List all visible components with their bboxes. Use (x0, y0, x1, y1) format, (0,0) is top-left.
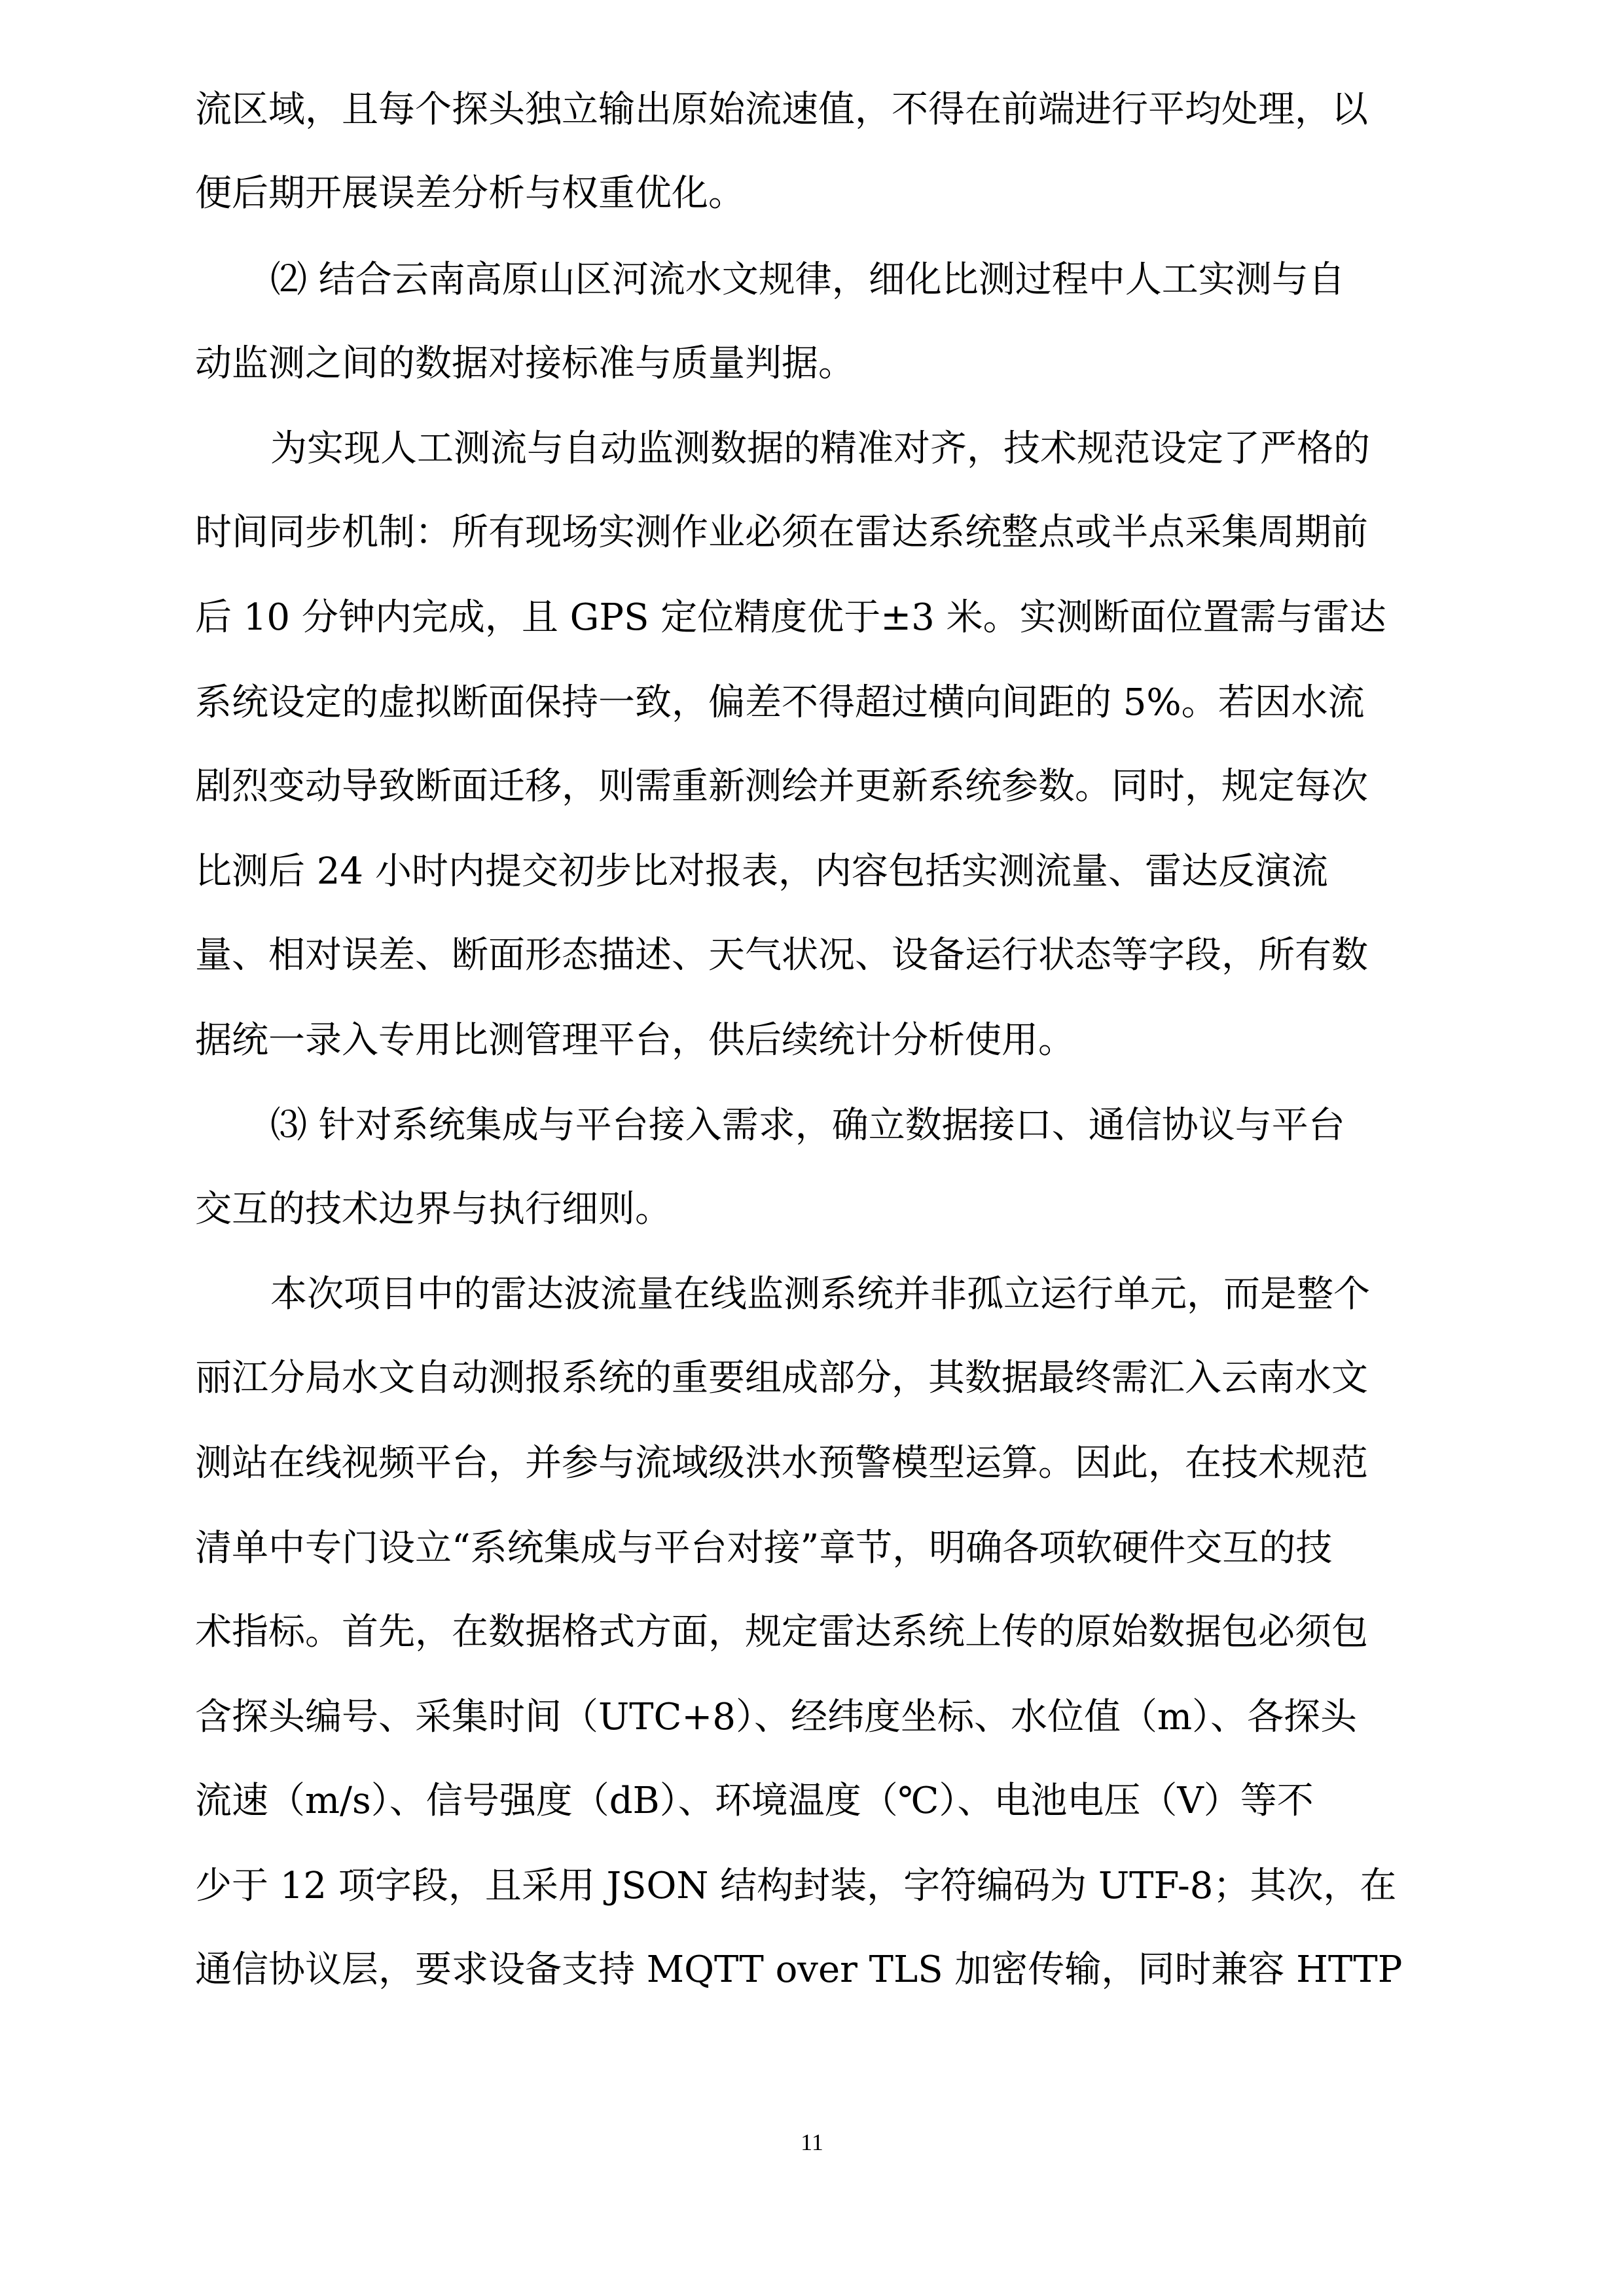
text-line: 流区域，且每个探头独立输出原始流速值，不得在前端进行平均处理，以 (195, 88, 1368, 131)
text-line: 时间同步机制：所有现场实测作业必须在雷达系统整点或半点采集周期前 (195, 511, 1368, 554)
text-line: 含探头编号、采集时间（UTC+8）、经纬度坐标、水位值（m）、各探头 (195, 1696, 1358, 1738)
text-line: ⑵ 结合云南高原山区河流水文规律，细化比测过程中人工实测与自 (270, 259, 1345, 301)
text-line: 流速（m/s）、信号强度（dB）、环境温度（℃）、电池电压（V）等不 (195, 1780, 1314, 1822)
text-line: 交互的技术边界与执行细则。 (195, 1188, 672, 1230)
text-line: 比测后 24 小时内提交初步比对报表，内容包括实测流量、雷达反演流 (195, 850, 1328, 893)
text-line: 剧烈变动导致断面迁移，则需重新测绘并更新系统参数。同时，规定每次 (195, 765, 1368, 808)
text-line: ⑶ 针对系统集成与平台接入需求，确立数据接口、通信协议与平台 (270, 1104, 1345, 1147)
text-line: 本次项目中的雷达波流量在线监测系统并非孤立运行单元，而是整个 (270, 1273, 1370, 1316)
page-number: 11 (801, 2129, 823, 2155)
text-line: 据统一录入专用比测管理平台，供后续统计分析使用。 (195, 1019, 1075, 1062)
text-line: 通信协议层，要求设备支持 MQTT over TLS 加密传输，同时兼容 HTTP (195, 1948, 1403, 1991)
text-line: 清单中专门设立“系统集成与平台对接”章节，明确各项软硬件交互的技 (195, 1527, 1333, 1570)
text-line: 量、相对误差、断面形态描述、天气状况、设备运行状态等字段，所有数 (195, 934, 1368, 977)
text-line: 丽江分局水文自动测报系统的重要组成部分，其数据最终需汇入云南水文 (195, 1357, 1368, 1399)
text-line: 术指标。首先，在数据格式方面，规定雷达系统上传的原始数据包必须包 (195, 1611, 1368, 1653)
text-line: 系统设定的虚拟断面保持一致，偏差不得超过横向间距的 5%。若因水流 (195, 681, 1365, 724)
text-line: 少于 12 项字段，且采用 JSON 结构封装，字符编码为 UTF-8；其次，在 (195, 1865, 1397, 1907)
text-line: 测站在线视频平台，并参与流域级洪水预警模型运算。因此，在技术规范 (195, 1442, 1368, 1484)
text-line: 后 10 分钟内完成，且 GPS 定位精度优于±3 米。实测断面位置需与雷达 (195, 596, 1386, 639)
text-line: 便后期开展误差分析与权重优化。 (195, 172, 745, 215)
text-line: 动监测之间的数据对接标准与质量判据。 (195, 342, 855, 385)
text-line: 为实现人工测流与自动监测数据的精准对齐，技术规范设定了严格的 (270, 427, 1370, 470)
